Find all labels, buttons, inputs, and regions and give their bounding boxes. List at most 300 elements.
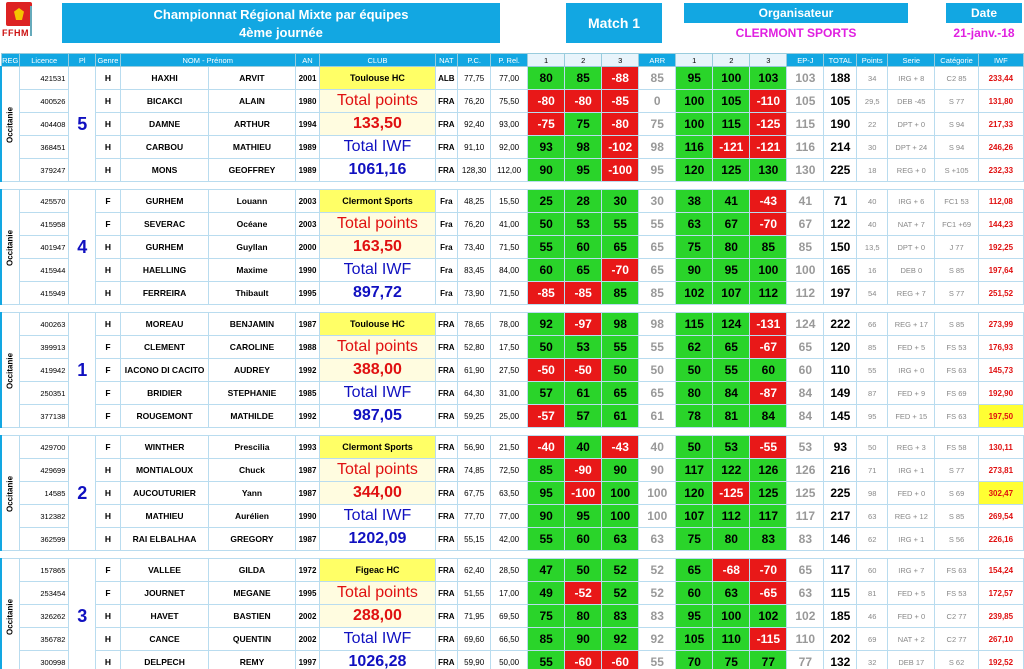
cj-attempt-2: 75 xyxy=(713,651,750,669)
snatch-attempt-2: 98 xyxy=(565,136,602,159)
birth-year: 2003 xyxy=(295,213,320,236)
genre-cell: H xyxy=(96,605,121,628)
table-row[interactable] xyxy=(1,459,1024,482)
total-iwf-value: 897,72 xyxy=(320,282,435,305)
cj-attempt-1: 63 xyxy=(676,213,713,236)
table-row[interactable] xyxy=(1,582,1024,605)
athlete-prenom: QUENTIN xyxy=(209,628,295,651)
serie-cell: DPT + 0 xyxy=(888,236,935,259)
body-weight-cell: 76,20 xyxy=(458,90,491,113)
category-cell: FS 63 xyxy=(935,405,978,428)
best-snatch: 98 xyxy=(639,313,676,336)
best-clean-jerk: 60 xyxy=(787,359,824,382)
snatch-attempt-1: 92 xyxy=(528,313,565,336)
nationality-cell: Fra xyxy=(435,282,458,305)
cj-attempt-2: 124 xyxy=(713,313,750,336)
nationality-cell: Fra xyxy=(435,259,458,282)
licence-cell: 300998 xyxy=(20,651,69,669)
birth-year: 1980 xyxy=(295,90,320,113)
team-club: Toulouse HC xyxy=(320,313,435,336)
iwf-cell: 239,85 xyxy=(978,605,1023,628)
cj-attempt-1: 100 xyxy=(676,113,713,136)
total-points-value: 288,00 xyxy=(320,605,435,628)
serie-cell: FED + 5 xyxy=(888,336,935,359)
separator-cell xyxy=(1,182,1024,190)
snatch-attempt-3: -102 xyxy=(602,136,639,159)
cj-attempt-3: 103 xyxy=(750,67,787,90)
genre-cell: H xyxy=(96,259,121,282)
table-row[interactable] xyxy=(1,313,1024,336)
best-snatch: 75 xyxy=(639,113,676,136)
category-cell: S 85 xyxy=(935,259,978,282)
snatch-attempt-2: 40 xyxy=(565,436,602,459)
total-points-label: Total points xyxy=(320,336,435,359)
best-snatch: 83 xyxy=(639,605,676,628)
licence-cell: 250351 xyxy=(20,382,69,405)
total-cell: 190 xyxy=(824,113,857,136)
snatch-attempt-3: 65 xyxy=(602,382,639,405)
results-table xyxy=(0,53,1024,669)
iwf-cell: 112,08 xyxy=(978,190,1023,213)
table-row[interactable] xyxy=(1,405,1024,428)
snatch-attempt-2: 95 xyxy=(565,159,602,182)
cj-attempt-3: 77 xyxy=(750,651,787,669)
cj-attempt-2: 81 xyxy=(713,405,750,428)
body-weight-cell: 128,30 xyxy=(458,159,491,182)
athlete-nom: VALLEE xyxy=(120,559,208,582)
licence-cell: 362599 xyxy=(20,528,69,551)
cj-attempt-2: -121 xyxy=(713,136,750,159)
athlete-nom: HAVET xyxy=(120,605,208,628)
points-cell: 16 xyxy=(857,259,888,282)
athlete-prenom: AUDREY xyxy=(209,359,295,382)
iwf-cell: 197,64 xyxy=(978,259,1023,282)
table-row[interactable] xyxy=(1,559,1024,582)
total-cell: 150 xyxy=(824,236,857,259)
nationality-cell: FRA xyxy=(435,313,458,336)
snatch-attempt-3: -85 xyxy=(602,90,639,113)
iwf-cell: 302,47 xyxy=(978,482,1023,505)
athlete-nom: WINTHER xyxy=(120,436,208,459)
snatch-attempt-3: 100 xyxy=(602,505,639,528)
athlete-nom: RAI ELBALHAA xyxy=(120,528,208,551)
category-cell: S 69 xyxy=(935,482,978,505)
athlete-nom: CLEMENT xyxy=(120,336,208,359)
points-cell: 46 xyxy=(857,605,888,628)
body-weight-cell: 56,90 xyxy=(458,436,491,459)
relative-weight-cell: 75,50 xyxy=(491,90,528,113)
relative-weight-cell: 71,50 xyxy=(491,282,528,305)
snatch-attempt-3: 50 xyxy=(602,359,639,382)
athlete-prenom: GREGORY xyxy=(209,528,295,551)
match-label: Match 1 xyxy=(566,3,662,43)
best-clean-jerk: 65 xyxy=(787,336,824,359)
body-weight-cell: 73,40 xyxy=(458,236,491,259)
birth-year: 1992 xyxy=(295,359,320,382)
cj-attempt-2: 84 xyxy=(713,382,750,405)
best-snatch: 61 xyxy=(639,405,676,428)
licence-cell: 401947 xyxy=(20,236,69,259)
cj-attempt-2: 100 xyxy=(713,67,750,90)
total-cell: 71 xyxy=(824,190,857,213)
body-weight-cell: 71,95 xyxy=(458,605,491,628)
birth-year: 1987 xyxy=(295,528,320,551)
table-row[interactable] xyxy=(1,505,1024,528)
cj-attempt-2: 53 xyxy=(713,436,750,459)
col-an: AN xyxy=(295,54,320,67)
cj-attempt-3: 112 xyxy=(750,282,787,305)
total-iwf-value: 987,05 xyxy=(320,405,435,428)
cj-attempt-2: 115 xyxy=(713,113,750,136)
iwf-cell: 144,23 xyxy=(978,213,1023,236)
serie-cell: DEB -45 xyxy=(888,90,935,113)
points-cell: 60 xyxy=(857,559,888,582)
snatch-attempt-1: 93 xyxy=(528,136,565,159)
cj-attempt-1: 100 xyxy=(676,90,713,113)
column-header-row xyxy=(1,54,1024,67)
cj-attempt-1: 117 xyxy=(676,459,713,482)
total-cell: 145 xyxy=(824,405,857,428)
total-cell: 105 xyxy=(824,90,857,113)
genre-cell: H xyxy=(96,651,121,669)
category-cell: S 94 xyxy=(935,113,978,136)
best-clean-jerk: 126 xyxy=(787,459,824,482)
athlete-nom: BICAKCI xyxy=(120,90,208,113)
best-clean-jerk: 67 xyxy=(787,213,824,236)
serie-cell: DEB 17 xyxy=(888,651,935,669)
cj-attempt-2: -68 xyxy=(713,559,750,582)
relative-weight-cell: 17,50 xyxy=(491,336,528,359)
body-weight-cell: 52,80 xyxy=(458,336,491,359)
best-snatch: 30 xyxy=(639,190,676,213)
competition-title xyxy=(62,3,500,43)
iwf-cell: 131,80 xyxy=(978,90,1023,113)
cj-attempt-1: 60 xyxy=(676,582,713,605)
snatch-attempt-2: 53 xyxy=(565,336,602,359)
athlete-prenom: ARTHUR xyxy=(209,113,295,136)
best-snatch: 40 xyxy=(639,436,676,459)
snatch-attempt-2: 65 xyxy=(565,259,602,282)
cj-attempt-1: 95 xyxy=(676,67,713,90)
best-snatch: 52 xyxy=(639,559,676,582)
cj-attempt-1: 62 xyxy=(676,336,713,359)
snatch-attempt-2: 60 xyxy=(565,236,602,259)
relative-weight-cell: 42,00 xyxy=(491,528,528,551)
points-cell: 30 xyxy=(857,136,888,159)
iwf-cell: 192,90 xyxy=(978,382,1023,405)
iwf-cell: 246,26 xyxy=(978,136,1023,159)
total-iwf-label: Total IWF xyxy=(320,259,435,282)
snatch-attempt-2: 57 xyxy=(565,405,602,428)
total-cell: 222 xyxy=(824,313,857,336)
col-nom-prenom: NOM - Prénom xyxy=(120,54,295,67)
total-points-label: Total points xyxy=(320,582,435,605)
points-cell: 32 xyxy=(857,651,888,669)
nationality-cell: FRA xyxy=(435,336,458,359)
best-clean-jerk: 83 xyxy=(787,528,824,551)
iwf-cell: 130,11 xyxy=(978,436,1023,459)
category-cell: FS 53 xyxy=(935,336,978,359)
cj-attempt-1: 75 xyxy=(676,236,713,259)
best-snatch: 98 xyxy=(639,136,676,159)
snatch-attempt-1: -40 xyxy=(528,436,565,459)
team-club: Clermont Sports xyxy=(320,436,435,459)
licence-cell: 14585 xyxy=(20,482,69,505)
snatch-attempt-3: 83 xyxy=(602,605,639,628)
category-cell: S +105 xyxy=(935,159,978,182)
organisateur-value: CLERMONT SPORTS xyxy=(684,23,908,43)
snatch-attempt-3: 55 xyxy=(602,213,639,236)
cj-attempt-2: 65 xyxy=(713,336,750,359)
genre-cell: F xyxy=(96,336,121,359)
total-cell: 149 xyxy=(824,382,857,405)
separator-cell xyxy=(1,428,1024,436)
col-serie: Serie xyxy=(888,54,935,67)
cj-attempt-3: -121 xyxy=(750,136,787,159)
snatch-attempt-3: 52 xyxy=(602,582,639,605)
birth-year: 1997 xyxy=(295,651,320,669)
team-place: 2 xyxy=(69,436,96,551)
category-cell: FS 69 xyxy=(935,382,978,405)
cj-attempt-1: 78 xyxy=(676,405,713,428)
relative-weight-cell: 63,50 xyxy=(491,482,528,505)
best-clean-jerk: 130 xyxy=(787,159,824,182)
logo-divider xyxy=(30,6,32,36)
table-row[interactable] xyxy=(1,282,1024,305)
best-snatch: 85 xyxy=(639,282,676,305)
iwf-cell: 176,93 xyxy=(978,336,1023,359)
best-snatch: 100 xyxy=(639,505,676,528)
birth-year: 1987 xyxy=(295,482,320,505)
nationality-cell: FRA xyxy=(435,459,458,482)
points-cell: 87 xyxy=(857,382,888,405)
points-cell: 63 xyxy=(857,505,888,528)
best-clean-jerk: 115 xyxy=(787,113,824,136)
body-weight-cell: 59,25 xyxy=(458,405,491,428)
table-row[interactable] xyxy=(1,190,1024,213)
total-points-label: Total points xyxy=(320,90,435,113)
snatch-attempt-1: -75 xyxy=(528,113,565,136)
cj-attempt-3: -87 xyxy=(750,382,787,405)
relative-weight-cell: 77,00 xyxy=(491,505,528,528)
cj-attempt-2: 105 xyxy=(713,90,750,113)
nationality-cell: FRA xyxy=(435,559,458,582)
birth-year: 1989 xyxy=(295,159,320,182)
cj-attempt-1: 107 xyxy=(676,505,713,528)
table-row[interactable] xyxy=(1,436,1024,459)
snatch-attempt-1: 85 xyxy=(528,459,565,482)
points-cell: 62 xyxy=(857,528,888,551)
region-name: Occitanie xyxy=(1,313,20,428)
birth-year: 1987 xyxy=(295,459,320,482)
athlete-nom: JOURNET xyxy=(120,582,208,605)
table-row[interactable] xyxy=(1,113,1024,136)
genre-cell: H xyxy=(96,459,121,482)
table-row[interactable] xyxy=(1,605,1024,628)
total-iwf-label: Total IWF xyxy=(320,628,435,651)
cj-attempt-3: 102 xyxy=(750,605,787,628)
iwf-cell: 267,10 xyxy=(978,628,1023,651)
cj-attempt-1: 116 xyxy=(676,136,713,159)
genre-cell: F xyxy=(96,382,121,405)
nationality-cell: FRA xyxy=(435,582,458,605)
snatch-attempt-1: 49 xyxy=(528,582,565,605)
region-name: Occitanie xyxy=(1,559,20,669)
cj-attempt-3: -55 xyxy=(750,436,787,459)
cj-attempt-1: 80 xyxy=(676,382,713,405)
cj-attempt-1: 75 xyxy=(676,528,713,551)
relative-weight-cell: 15,50 xyxy=(491,190,528,213)
total-cell: 225 xyxy=(824,482,857,505)
serie-cell: NAT + 2 xyxy=(888,628,935,651)
occitanie-cross-icon xyxy=(6,2,32,26)
category-cell: S 85 xyxy=(935,313,978,336)
genre-cell: H xyxy=(96,482,121,505)
licence-cell: 253454 xyxy=(20,582,69,605)
total-iwf-value: 1026,28 xyxy=(320,651,435,669)
athlete-prenom: Prescilia xyxy=(209,436,295,459)
table-row[interactable] xyxy=(1,159,1024,182)
table-row[interactable] xyxy=(1,90,1024,113)
cj-attempt-1: 120 xyxy=(676,159,713,182)
cj-attempt-1: 120 xyxy=(676,482,713,505)
iwf-cell: 145,73 xyxy=(978,359,1023,382)
total-cell: 132 xyxy=(824,651,857,669)
snatch-attempt-2: 53 xyxy=(565,213,602,236)
table-row[interactable] xyxy=(1,67,1024,90)
athlete-prenom: MATHILDE xyxy=(209,405,295,428)
nationality-cell: FRA xyxy=(435,113,458,136)
snatch-attempt-2: 95 xyxy=(565,505,602,528)
birth-year: 2002 xyxy=(295,628,320,651)
serie-cell: FED + 5 xyxy=(888,582,935,605)
logo-text: FFHM xyxy=(2,28,29,38)
organisateur-label: Organisateur xyxy=(684,3,908,23)
snatch-attempt-1: 50 xyxy=(528,336,565,359)
serie-cell: FED + 0 xyxy=(888,605,935,628)
table-row[interactable] xyxy=(1,359,1024,382)
birth-year: 1992 xyxy=(295,405,320,428)
best-clean-jerk: 85 xyxy=(787,236,824,259)
table-row[interactable] xyxy=(1,336,1024,359)
table-row[interactable] xyxy=(1,482,1024,505)
best-snatch: 55 xyxy=(639,213,676,236)
genre-cell: H xyxy=(96,136,121,159)
relative-weight-cell: 77,00 xyxy=(491,67,528,90)
body-weight-cell: 78,65 xyxy=(458,313,491,336)
best-snatch: 65 xyxy=(639,259,676,282)
genre-cell: F xyxy=(96,359,121,382)
table-row[interactable] xyxy=(1,136,1024,159)
serie-cell: FED + 9 xyxy=(888,382,935,405)
nationality-cell: FRA xyxy=(435,528,458,551)
best-clean-jerk: 53 xyxy=(787,436,824,459)
snatch-attempt-3: 65 xyxy=(602,236,639,259)
best-snatch: 92 xyxy=(639,628,676,651)
table-row[interactable] xyxy=(1,528,1024,551)
licence-cell: 419942 xyxy=(20,359,69,382)
athlete-nom: ROUGEMONT xyxy=(120,405,208,428)
best-snatch: 0 xyxy=(639,90,676,113)
snatch-attempt-2: -85 xyxy=(565,282,602,305)
relative-weight-cell: 78,00 xyxy=(491,313,528,336)
licence-cell: 157865 xyxy=(20,559,69,582)
points-cell: 34 xyxy=(857,67,888,90)
birth-year: 2003 xyxy=(295,190,320,213)
snatch-attempt-2: 90 xyxy=(565,628,602,651)
athlete-prenom: Louann xyxy=(209,190,295,213)
best-snatch: 65 xyxy=(639,382,676,405)
birth-year: 2001 xyxy=(295,67,320,90)
best-clean-jerk: 117 xyxy=(787,505,824,528)
snatch-attempt-3: -80 xyxy=(602,113,639,136)
relative-weight-cell: 92,00 xyxy=(491,136,528,159)
athlete-nom: MOREAU xyxy=(120,313,208,336)
total-cell: 197 xyxy=(824,282,857,305)
best-clean-jerk: 102 xyxy=(787,605,824,628)
relative-weight-cell: 17,00 xyxy=(491,582,528,605)
total-points-label: Total points xyxy=(320,213,435,236)
genre-cell: F xyxy=(96,190,121,213)
relative-weight-cell: 28,50 xyxy=(491,559,528,582)
category-cell: C2 77 xyxy=(935,605,978,628)
total-iwf-value: 1061,16 xyxy=(320,159,435,182)
snatch-attempt-3: 30 xyxy=(602,190,639,213)
licence-cell: 404408 xyxy=(20,113,69,136)
cj-attempt-2: 95 xyxy=(713,259,750,282)
athlete-prenom: Yann xyxy=(209,482,295,505)
table-row[interactable] xyxy=(1,651,1024,669)
serie-cell: REG + 7 xyxy=(888,282,935,305)
total-cell: 165 xyxy=(824,259,857,282)
serie-cell: IRG + 1 xyxy=(888,459,935,482)
snatch-attempt-2: -80 xyxy=(565,90,602,113)
table-row[interactable] xyxy=(1,628,1024,651)
cj-attempt-3: 85 xyxy=(750,236,787,259)
team-place: 5 xyxy=(69,67,96,182)
team-club: Toulouse HC xyxy=(320,67,435,90)
snatch-attempt-3: -88 xyxy=(602,67,639,90)
table-row[interactable] xyxy=(1,236,1024,259)
table-row[interactable] xyxy=(1,382,1024,405)
category-cell: S 77 xyxy=(935,90,978,113)
total-cell: 185 xyxy=(824,605,857,628)
genre-cell: H xyxy=(96,282,121,305)
region-name: Occitanie xyxy=(1,436,20,551)
total-points-value: 133,50 xyxy=(320,113,435,136)
snatch-attempt-2: -97 xyxy=(565,313,602,336)
table-row[interactable] xyxy=(1,213,1024,236)
genre-cell: F xyxy=(96,436,121,459)
cj-attempt-1: 90 xyxy=(676,259,713,282)
snatch-attempt-1: 57 xyxy=(528,382,565,405)
birth-year: 1987 xyxy=(295,313,320,336)
athlete-prenom: GEOFFREY xyxy=(209,159,295,182)
title-line-2: 4ème journée xyxy=(239,25,323,40)
athlete-prenom: MATHIEU xyxy=(209,136,295,159)
table-row[interactable] xyxy=(1,259,1024,282)
cj-attempt-2: 63 xyxy=(713,582,750,605)
serie-cell: IRG + 0 xyxy=(888,359,935,382)
athlete-prenom: Thibault xyxy=(209,282,295,305)
snatch-attempt-2: 60 xyxy=(565,528,602,551)
cj-attempt-3: -43 xyxy=(750,190,787,213)
nationality-cell: FRA xyxy=(435,505,458,528)
category-cell: FC1 53 xyxy=(935,190,978,213)
body-weight-cell: 62,40 xyxy=(458,559,491,582)
athlete-nom: SEVERAC xyxy=(120,213,208,236)
col-licence: Licence xyxy=(20,54,69,67)
